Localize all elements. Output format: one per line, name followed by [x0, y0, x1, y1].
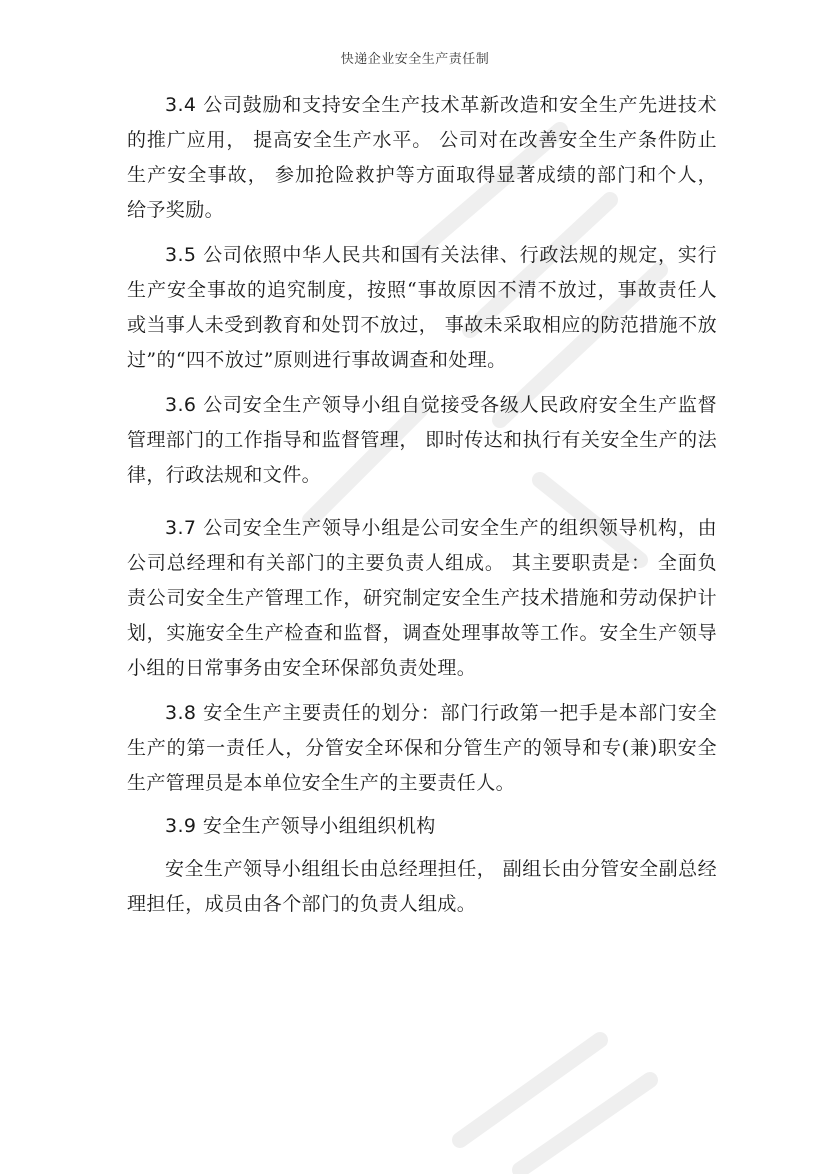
watermark-stroke [520, 1080, 650, 1170]
clause-text: 安全生产领导小组组长由总经理担任， 副组长由分管安全副总经理担任，成员由各个部门的负责人组成。 [127, 858, 717, 915]
paragraph-3-7 [127, 511, 717, 686]
paragraph-3-6 [127, 388, 717, 493]
clause-text: 公司安全生产领导小组自觉接受各级人民政府安全生产监督管理部门的工作指导和监督管理， 即时传达和执行有关安全生产的法律，行政法规和文件。 [127, 394, 717, 486]
clause-text: 公司安全生产领导小组是公司安全生产的组织领导机构，由公司总经理和有关部门的主要负责人组成。 其主要职责是： 全面负责公司安全生产管理工作，研究制定安全生产技术措施和劳动保护计划，实施安全生产检查和监督，调查处理事故等工作。安全生产领导小组的日常事务由安全环保部负责处理。 [127, 517, 717, 679]
clause-text: 公司依照中华人民共和国有关法律、行政法规的规定，实行生产安全事故的追究制度，按照“事故原因不清不放过，事故责任人或当事人未受到教育和处罚不放过， 事故未采取相应的防范措施不放过”的“四不放过”原则进行事故调查和处理。 [127, 244, 717, 371]
clause-number: 3.7 [165, 517, 197, 539]
clause-text: 公司鼓励和支持安全生产技术革新改造和安全生产先进技术的推广应用， 提高安全生产水平。 公司对在改善安全生产条件防止生产安全事故， 参加抢险救护等方面取得显著成绩的部门和个人， 给予奖励。 [127, 94, 717, 221]
watermark-stroke [460, 1040, 600, 1140]
clause-number: 3.6 [165, 394, 197, 416]
paragraph-3-5 [127, 238, 717, 378]
clause-number: 3.4 [165, 94, 197, 116]
clause-number: 3.9 [165, 815, 197, 837]
page-header: 快递企业安全生产责任制 [340, 52, 490, 67]
paragraph-3-9 [127, 809, 717, 844]
clause-text: 安全生产领导小组组织机构 [202, 815, 436, 837]
paragraph-3-8 [127, 696, 717, 801]
paragraph-3-9-detail [127, 852, 717, 922]
document-body [127, 88, 717, 922]
paragraph-3-4 [127, 88, 717, 228]
clause-text: 安全生产主要责任的划分：部门行政第一把手是本部门安全生产的第一责任人，分管安全环保和分管生产的领导和专(兼)职安全生产管理员是本单位安全生产的主要责任人。 [127, 702, 717, 794]
clause-number: 3.5 [165, 244, 197, 266]
clause-number: 3.8 [165, 702, 197, 724]
